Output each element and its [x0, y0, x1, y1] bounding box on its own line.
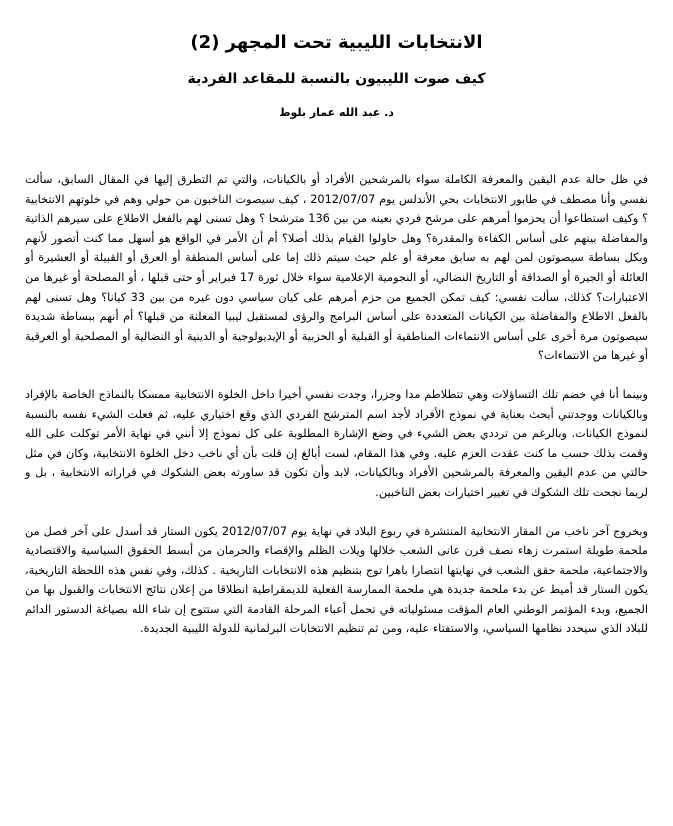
article-subtitle: كيف صوت الليبيون بالنسبة للمقاعد الفردية	[187, 71, 486, 87]
article-author: د. عبد الله عمار بلوط	[279, 106, 394, 119]
paragraph-1: في ظل حالة عدم اليقين والمعرفة الكاملة سواء بالمرشحين الأفراد أو بالكيانات، والتي تم التطرق إليها في المقال السابق، سألت نفسي وأنا مصطف في طابور الانتخابات بحي الأندلس يوم 2012/07/07 ، كيف سيصوت الناخبون من حولي وهم في خلوتهم الانتخابية ؟ وكيف استطاعوا أن يحزموا أمرهم على مرشح فردي بعينه من بين 136 مترشحا ؟ وهل تسنى لهم بالفعل الاطلاع على سيرهم الذاتية والمفاضلة بينهم على أساس الكفاءة والمقدرة؟ وهل حاولوا القيام بذلك أصلا؟ أم أن الأمر في الواقع هو أسهل مما كنت أتصور لأنهم وبكل بساطة سيصوتون لمن لهم به سابق معرفة أو علم حيث سيتم ذلك إما على أساس المنطقة أو العرق أو القبيلة أو العشيرة أو العائلة أو الجيرة أو الصداقة أو التاريخ النضالي، أو النجومية الإعلامية سواء خلال ثورة 17 فبراير أو حتى قبلها ، أو المصلحة أو غيرها من الاعتبارات؟ كذلك، سألت نفسي: كيف تمكن الجميع من حزم أمرهم على كيان سياسي دون غيره من بين 33 كيانا؟ وهل تسنى لهم بالفعل الاطلاع والمفاضلة بين الكيانات المتعددة على أساس البرامج والرؤى لمستقبل ليبيا المعلنة من قبلها؟ أم أنهم ببساطة شديدة سيصوتون مرة أخرى على أساس الانتماءات المناطقية أو القبلية أو الحزبية أو الإيديولوجية أو الدينية أو النضالية أو المصلحية أو العرقية أو غيرها من الانتماءات؟	[25, 173, 648, 363]
article-body	[25, 170, 648, 639]
paragraph-3: وبخروج آخر ناخب من المقار الانتخابية المنتشرة في ربوع البلاد في نهاية يوم 2012/07/07 يكون الستار قد أسدل على آخر فصل من ملحمة طويلة استمرت زهاء نصف قرن عانى الشعب خلالها ويلات الظلم والإقصاء والحرمان من أبسط الحقوق السياسية والاقتصادية والاجتماعية، ملحمة حقق الشعب في نهايتها انتصارا باهرا توج بتنظيم هذه الانتخابات التاريخية . كذلك، وفي نفس هذه اللحظة التاريخية، يكون الستار قد أميط عن بدء ملحمة جديدة هي ملحمة الممارسة الفعلية للديمقراطية انطلاقا من إعلان نتائج الانتخابات والقبول بها من الجميع، وبدء المؤتمر الوطني العام المؤقت مسئولياته في تحمل أعباء المرحلة القادمة التي ستتوج إن شاء الله بصياغة الدستور الدائم للبلاد الذي سيحدد نظامها السياسي، والاستفتاء عليه، ومن ثم تنظيم الانتخابات البرلمانية للدولة الليبية الجديدة.	[25, 524, 649, 636]
paragraph-2: وبينما أنا في خضم تلك التساؤلات وهي تتطلاطم مدا وجزرا، وجدت نفسي أخيرا داخل الخلوة الانتخابية ممسكا بالنماذج الخاصة بالإفراد وبالكيانات ووجدتني أبحث بعناية في نموذج الأفراد لأجد اسم المترشح الفردي الذي وقع اختياري عليه، ثم فعلت الشيء نفسه بالنسبة لنموذج الكيانات. وبالرغم من ترددي بعض الشيء في وضع الإشارة المطلوبة على كل نموذج إلا أنني في نهاية الأمر توكلت على الله وقمت بذلك حسب ما كنت عقدت العزم عليه. وفي هذا المقام، لست أبالغ إن قلت بأن أي ناخب دخل الخلوة الانتخابية، وكان في مثل حالتي من عدم اليقين والمعرفة بالمرشحين الأفراد وبالكيانات، لابد وأن تكون قد ساورته بعض الشكوك في قراراته الانتخابية ، بل و لربما نجحت تلك الشكوك في تغيير اختيارات بعض الناخبين.	[25, 387, 648, 499]
article-title: الانتخابات الليبية تحت المجهر (2)	[190, 32, 483, 53]
